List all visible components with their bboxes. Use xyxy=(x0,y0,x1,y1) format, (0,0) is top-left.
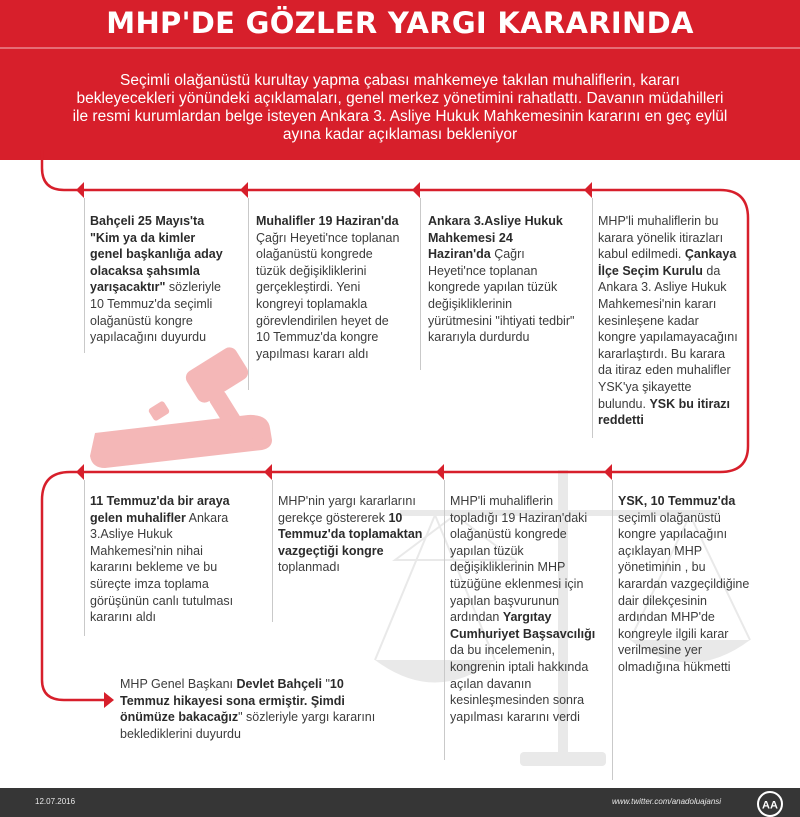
entry-divider xyxy=(444,480,445,760)
entry-divider xyxy=(612,480,613,780)
footer-date: 12.07.2016 xyxy=(35,797,76,806)
entry-date: 11 Temmuz'da bir araya gelen muhalifler xyxy=(90,494,230,525)
arrow-icon xyxy=(76,464,84,480)
arrow-icon xyxy=(436,464,444,480)
aa-logo-icon xyxy=(754,791,786,817)
arrow-icon xyxy=(604,464,612,480)
timeline-entry xyxy=(256,213,406,362)
timeline-entry xyxy=(450,493,600,725)
entry-highlight: Devlet Bahçeli xyxy=(236,677,322,691)
entry-date: Bahçeli 25 Mayıs'ta xyxy=(90,214,205,228)
entry-text: da bu incelemenin, kongrenin iptali hakkında açılan davanın kesinleşmesinden sonra yapılması kararını verdi xyxy=(450,643,589,724)
arrow-icon xyxy=(412,182,420,198)
arrow-icon xyxy=(264,464,272,480)
entry-text: " xyxy=(321,677,330,691)
timeline-entry xyxy=(618,493,758,676)
timeline-entry xyxy=(278,493,426,576)
entry-text: sözleriyle 10 Temmuz'da seçimli olağanüstü kongre yapılacağını duyurdu xyxy=(90,280,222,345)
footer-website: www.twitter.com/anadoluajansi xyxy=(612,797,722,806)
entry-quote: 10 Temmuz hikayesi sona ermiştir. Şimdi önümüze bakacağız xyxy=(120,677,345,725)
entry-text: toplanmadı xyxy=(278,560,340,575)
entry-highlight: Çankaya İlçe Seçim Kurulu xyxy=(598,247,737,278)
entry-text: MHP Genel Başkanı xyxy=(120,677,237,691)
entry-text: da Ankara 3. Asliye Hukuk Mahkemesi'nin kararı kesinleşene kadar kongre yapılamayacağını kararlaştırdı. Bu karara da itiraz eden muhalifler YSK'ya şikayette bulundu. xyxy=(598,263,738,411)
arrow-icon xyxy=(240,182,248,198)
timeline-entry xyxy=(598,213,738,429)
arrow-icon xyxy=(76,182,84,198)
timeline-entry xyxy=(428,213,578,346)
timeline-entry-final xyxy=(120,676,380,742)
entry-text: Çağrı Heyeti'nce toplanan kongrede yapılan tüzük değişikliklerinin yürütmesini "ihtiyati tedbir" kararıyla durdurdu xyxy=(428,247,575,345)
entry-highlight: Yargıtay Cumhuriyet Başsavcılığı xyxy=(450,610,596,641)
entry-text: MHP'li muhaliflerin topladığı 19 Haziran'daki olağanüstü kongrede yapılan tüzük değişikliklerinin MHP tüzüğüne eklenmesi için yapılan başvurunun ardından xyxy=(450,494,588,625)
arrow-icon xyxy=(104,692,114,708)
entry-text: " sözleriyle yargı kararını beklediklerini duyurdu xyxy=(120,710,376,741)
entry-divider xyxy=(272,480,273,622)
entry-divider xyxy=(84,480,85,636)
arrow-icon xyxy=(584,182,592,198)
entry-divider xyxy=(84,198,85,353)
entry-divider xyxy=(592,198,593,438)
entry-date: YSK, 10 Temmuz'da xyxy=(618,494,736,508)
entry-date: Muhalifler 19 Haziran'da xyxy=(256,214,399,228)
entry-text: Çağrı Heyeti'nce toplanan olağanüstü kongrede tüzük değişikliklerini gerçekleştirdi. Yeni kongreyi toplamakla görevlendirilen heyet de 10 Temmuz'da kongre yapılması kararı aldı xyxy=(256,230,400,361)
timeline-entry xyxy=(90,213,225,346)
entry-text: MHP'li muhaliflerin bu karara yönelik itirazları kabul edilmedi. xyxy=(598,214,724,262)
entry-divider xyxy=(248,198,249,390)
page-subtitle: Seçimli olağanüstü kurultay yapma çabası mahkemeye takılan muhaliflerin, kararı bekleyecekleri yönündeki açıklamaları, genel merkez yönetimini rahatlattı. Davanın müdahilleri ile resmi kurumlardan belge isteyen Ankara 3. Asliye Hukuk Mahkemesinin kararını en geç eylül ayına kadar açıklaması bekleniyor xyxy=(72,72,728,143)
entry-date: Ankara 3.Asliye Hukuk Mahkemesi 24 Haziran'da xyxy=(428,214,563,262)
entry-quote: "Kim ya da kimler genel başkanlığa aday olacaksa şahsımla yarışacaktır" xyxy=(90,230,223,295)
gavel-icon xyxy=(90,344,272,468)
entry-text: MHP'nin yargı kararlarını gerekçe göstererek xyxy=(278,494,416,525)
entry-text: Ankara 3.Asliye Hukuk Mahkemesi'nin nihai kararını bekleme ve bu süreçte imza toplama görüşünün canlı tutulması kararını aldı xyxy=(90,510,234,625)
entry-highlight: 10 Temmuz'da toplamaktan vazgeçtiği kongre xyxy=(278,510,423,558)
logo-text: AA xyxy=(762,799,778,812)
entry-text: seçimli olağanüstü kongre yapılacağını açıklayan MHP yönetiminin , bu karardan vazgeçildiğine dair dilekçesinin ardından MHP'de kongreyle ilgili karar verilmesine yer olmadığına hükmetti xyxy=(618,510,750,674)
page-title: MHP'DE GÖZLER YARGI KARARINDA xyxy=(106,6,694,40)
entry-highlight: YSK bu itirazı reddetti xyxy=(598,396,731,428)
timeline-entry xyxy=(90,493,240,626)
entry-divider xyxy=(420,198,421,370)
